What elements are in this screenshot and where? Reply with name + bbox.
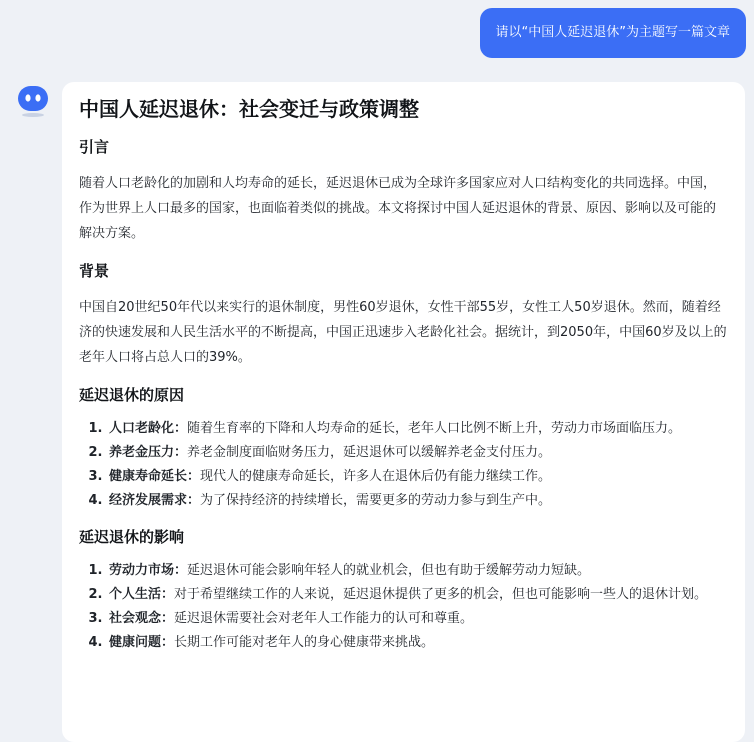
list-item-term: 健康问题 — [109, 635, 162, 650]
intro-paragraph: 随着人口老龄化的加剧和人均寿命的延长，延迟退休已成为全球许多国家应对人口结构变化的共同选择。中国，作为世界上人口最多的国家，也面临着类似的挑战。本文将探讨中国人延迟退休的背景、原因、影响以及可能的解决方案。 — [79, 176, 717, 241]
list-item: 1. 劳动力市场：延迟退休可能会影响年轻人的就业机会，但也有助于缓解劳动力短缺。 — [107, 559, 727, 582]
list-item-term: 人口老龄化 — [109, 421, 175, 436]
list-item-term: 健康寿命延长 — [109, 469, 188, 484]
list-item-text: 长期工作可能对老年人的身心健康带来挑战。 — [174, 635, 435, 650]
section-heading-intro: 引言 — [79, 138, 110, 156]
list-item-text: 现代人的健康寿命延长，许多人在退休后仍有能力继续工作。 — [200, 469, 552, 484]
user-message-row — [480, 8, 746, 58]
section-heading-impacts: 延迟退休的影响 — [79, 528, 185, 546]
user-message-bubble: 请以“中国人延迟退休”为主题写一篇文章 — [480, 8, 746, 58]
list-item: 2. 养老金压力：养老金制度面临财务压力，延迟退休可以缓解养老金支付压力。 — [107, 441, 727, 464]
list-item-text: 养老金制度面临财务压力，延迟退休可以缓解养老金支付压力。 — [187, 445, 552, 460]
list-item-term: 劳动力市场 — [109, 563, 175, 578]
list-item: 4. 经济发展需求：为了保持经济的持续增长，需要更多的劳动力参与到生产中。 — [107, 489, 727, 512]
list-item: 3. 社会观念：延迟退休需要社会对老年人工作能力的认可和尊重。 — [107, 607, 727, 630]
section-heading-background: 背景 — [79, 262, 110, 280]
impacts-list — [79, 559, 727, 654]
list-item: 2. 个人生活：对于希望继续工作的人来说，延迟退休提供了更多的机会，但也可能影响一些人的退休计划。 — [107, 583, 727, 606]
article-title: 中国人延迟退休：社会变迁与政策调整 — [79, 97, 419, 121]
list-item-text: 为了保持经济的持续增长，需要更多的劳动力参与到生产中。 — [200, 493, 552, 508]
list-item-term: 养老金压力 — [109, 445, 175, 460]
background-paragraph: 中国自20世纪50年代以来实行的退休制度，男性60岁退休，女性干部55岁，女性工人50岁退休。然而，随着经济的快速发展和人民生活水平的不断提高，中国正迅速步入老龄化社会。据统计，到2050年，中国60岁及以上的老年人口将占总人口的39%。 — [79, 300, 727, 365]
robot-assistant-icon — [16, 84, 50, 118]
list-item-text: 延迟退休需要社会对老年人工作能力的认可和尊重。 — [174, 611, 474, 626]
list-item-text: 随着生育率的下降和人均寿命的延长，老年人口比例不断上升，劳动力市场面临压力。 — [187, 421, 682, 436]
list-item-text: 延迟退休可能会影响年轻人的就业机会，但也有助于缓解劳动力短缺。 — [187, 563, 591, 578]
reasons-list — [79, 417, 727, 512]
list-item-term: 经济发展需求 — [109, 493, 188, 508]
list-item-term: 社会观念 — [109, 611, 162, 626]
list-item-text: 对于希望继续工作的人来说，延迟退休提供了更多的机会，但也可能影响一些人的退休计划。 — [174, 587, 708, 602]
assistant-response-card — [62, 82, 745, 742]
section-heading-reasons: 延迟退休的原因 — [79, 386, 185, 404]
list-item: 3. 健康寿命延长：现代人的健康寿命延长，许多人在退休后仍有能力继续工作。 — [107, 465, 727, 488]
list-item: 4. 健康问题：长期工作可能对老年人的身心健康带来挑战。 — [107, 631, 727, 654]
list-item-term: 个人生活 — [109, 587, 162, 602]
list-item: 1. 人口老龄化：随着生育率的下降和人均寿命的延长，老年人口比例不断上升，劳动力市场面临压力。 — [107, 417, 727, 440]
